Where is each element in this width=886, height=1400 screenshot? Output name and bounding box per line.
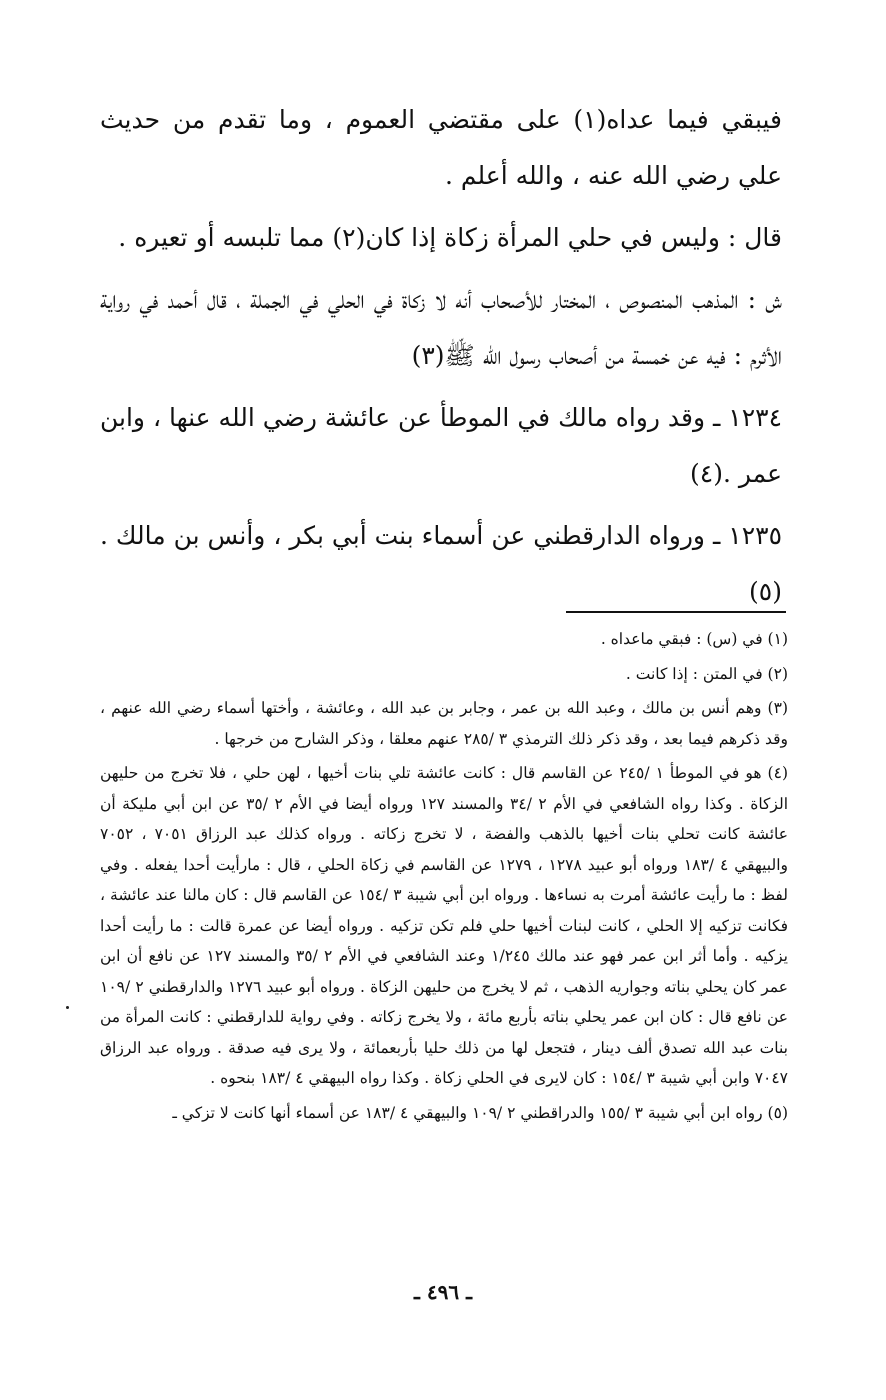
main-paragraph-1: فيبقي فيما عداه(١) على مقتضي العموم ، وما تقدم من حديث علي رضي الله عنه ، والله أعلم . <box>100 105 782 190</box>
main-text <box>100 92 782 626</box>
footnote-1: (١) في (س) : فبقي ماعداه . <box>600 630 788 648</box>
hadith-1235: ١٢٣٥ ـ ورواه الدارقطني عن أسماء بنت أبي بكر ، وأنس بن مالك .(٥) <box>100 521 782 606</box>
footnotes <box>100 624 788 1132</box>
main-paragraph-3: ش : المذهب المنصوص ، المختار للأصحاب أنه لا زكاة في الحلي في الجملة ، قال أحمد في رواية الأثرم : فيه عن خمسة من أصحاب رسول الله ﷺ(٣) <box>100 285 782 370</box>
main-paragraph-2: قال : وليس في حلي المرأة زكاة إذا كان(٢) مما تلبسه أو تعيره . <box>118 223 782 252</box>
footnote-4: (٤) هو في الموطأ ١ /٢٤٥ عن القاسم قال : كانت عائشة تلي بنات أخيها ، لهن حلي ، فلا تخرج من حليهن الزكاة . وكذا رواه الشافعي في الأم ٢ /٣٤ والمسند ١٢٧ ورواه أيضا في الأم ٢ /٣٥ عن ابن أبي مليكة أن عائشة كانت تحلي بنات أخيها بالذهب والفضة ، لا تخرج زكاته . ورواه كذلك عبد الرزاق ٧٠٥١ ، ٧٠٥٢ والبيهقي ٤ /١٨٣ ورواه أبو عبيد ١٢٧٨ ، ١٢٧٩ عن القاسم في زكاة الحلي ، قال : مارأيت أحدا يفعله . وفي لفظ : ما رأيت عائشة أمرت به نساءها . ورواه ابن أبي شيبة ٣ /١٥٤ عن القاسم قال : كان مالنا عند عائشة ، فكانت تزكيه إلا الحلي ، كانت لبنات أخيها حلي فلم تكن تزكيه . ورواه أيضا عن عمرة قالت : ما رأيت أحدا يزكيه . وأما أثر ابن عمر فهو عند مالك ١/٢٤٥ وعند الشافعي في الأم ٢ /٣٥ والمسند ١٢٧ عن نافع أن ابن عمر كان يحلي بناته وجواريه الذهب ، ثم لا يخرج من حليهن الزكاة . ورواه أبو عبيد ١٢٧٦ والدارقطني ٢ /١٠٩ عن نافع قال : كان ابن عمر يحلي بناته بأربع مائة ، ولا يخرج زكاته . وفي رواية للدارقطني : كانت المرأة من بنات عبد الله تصدق ألف دينار ، فتجعل لها من ذلك حليا بأربعمائة ، ولا يرى فيه صدقة . ورواه عبد الرزاق ٧٠٤٧ وابن أبي شيبة ٣ /١٥٤ : كان لايرى في الحلي زكاة . وكذا رواه البيهقي ٤ /١٨٣ بنحوه . <box>100 764 789 1087</box>
footnote-5: (٥) رواه ابن أبي شيبة ٣ /١٥٥ والدراقطني ٢ /١٠٩ والبيهقي ٤ /١٨٣ عن أسماء أنها كانت لا تزكي ـ <box>172 1103 788 1122</box>
hadith-1234: ١٢٣٤ ـ وقد رواه مالك في الموطأ عن عائشة رضي الله عنها ، وابن عمر .(٤) <box>100 403 782 488</box>
footnote-2: (٢) في المتن : إذا كانت . <box>625 664 788 683</box>
stray-dot <box>66 1006 69 1009</box>
page-number: ـ ٤٩٦ ـ <box>414 1280 472 1304</box>
footnote-separator <box>566 611 786 613</box>
footnote-3: (٣) وهم أنس بن مالك ، وعبد الله بن عمر ، وجابر بن عبد الله ، وعائشة ، وأختها أسماء رضي الله عنهم ، وقد ذكرهم فيما بعد ، وقد ذكر ذلك الترمذي ٣ /٢٨٥ عنهم معلقا ، وذكر الشارح من خرجها . <box>100 699 788 748</box>
